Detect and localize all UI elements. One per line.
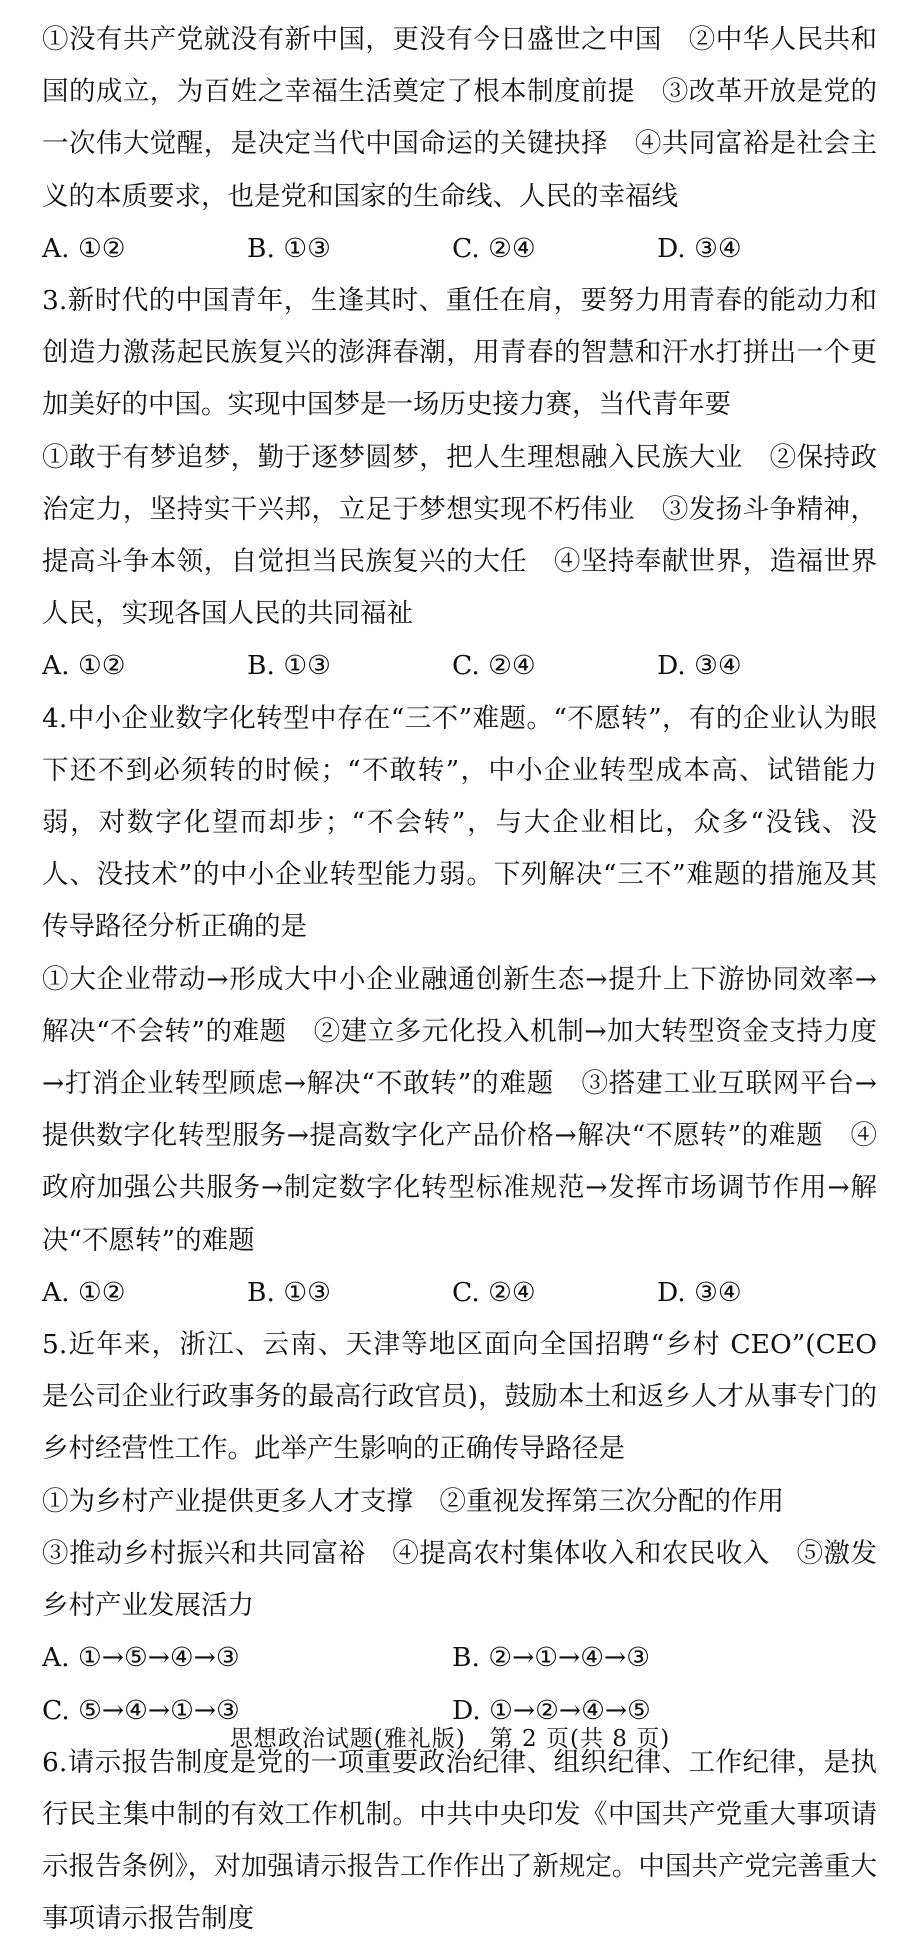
q3-option-c: C. ②④: [452, 650, 536, 682]
q5-stem-text: 近年来，浙江、云南、天津等地区面向全国招聘“乡村 CEO”(CEO 是公司企业行政事务的最高行政官员)，鼓励本土和返乡人才从事专门的乡村经营性工作。此举产生影响的正确传导路径是: [42, 1329, 877, 1465]
q4-statements: ①大企业带动→形成大中小企业融通创新生态→提升上下游协同效率→解决“不会转”的难题 ②建立多元化投入机制→加大转型资金支持力度→打消企业转型顾虑→解决“不敢转”的难题 ③搭建工业互联网平台→提供数字化转型服务→提高数字化产品价格→解决“不愿转”的难题 ④政府加强公共服务→制定数字化转型标准规范→发挥市场调节作用→解决“不愿转”的难题: [42, 963, 877, 1256]
q3-number: 3.: [42, 285, 68, 317]
q4-option-c: C. ②④: [452, 1276, 536, 1308]
q5-option-d: D. ①→②→④→⑤: [452, 1694, 651, 1726]
q5-number: 5.: [42, 1329, 68, 1361]
q2-statements: ①没有共产党就没有新中国，更没有今日盛世之中国 ②中华人民共和国的成立，为百姓之幸福生活奠定了根本制度前提 ③改革开放是党的一次伟大觉醒，是决定当代中国命运的关键抉择 ④共同富裕是社会主义的本质要求，也是党和国家的生命线、人民的幸福线: [42, 24, 877, 212]
q6-stem: [42, 1737, 877, 1946]
q2-option-a: A. ①②: [42, 232, 126, 264]
q3-option-b: B. ①③: [247, 650, 331, 682]
q3-options: [42, 640, 877, 692]
q5-option-c: C. ⑤→④→①→③: [42, 1694, 240, 1726]
q3-option-a: A. ①②: [42, 650, 126, 682]
q3-stem: [42, 275, 877, 432]
q4-number: 4.: [42, 702, 68, 734]
q2-option-d: D. ③④: [657, 232, 742, 264]
q5-option-b: B. ②→①→④→③: [452, 1642, 650, 1674]
q6-number: 6.: [42, 1746, 68, 1778]
q5-statements-rest: ③推动乡村振兴和共同富裕 ④提高农村集体收入和农民收入 ⑤激发乡村产业发展活力: [42, 1537, 877, 1622]
q3-option-d: D. ③④: [657, 650, 742, 682]
q2-options: [42, 223, 877, 275]
q5-option-a: A. ①→⑤→④→③: [42, 1642, 240, 1674]
q4-option-d: D. ③④: [657, 1276, 742, 1308]
page-content: [42, 14, 877, 1946]
q6-stem-text: 请示报告制度是党的一项重要政治纪律、组织纪律、工作纪律，是执行民主集中制的有效工作机制。中共中央印发《中国共产党重大事项请示报告条例》，对加强请示报告工作作出了新规定。中国共产党完善重大事项请示报告制度: [42, 1746, 877, 1935]
q2-option-b: B. ①③: [247, 232, 331, 264]
q5-statements-line1: ①为乡村产业提供更多人才支撑 ②重视发挥第三次分配的作用: [42, 1485, 784, 1517]
q4-stem-text: 中小企业数字化转型中存在“三不”难题。“不愿转”，有的企业认为眼下还不到必须转的时候；“不敢转”，中小企业转型成本高、试错能力弱，对数字化望而却步；“不会转”，与大企业相比，众多“没钱、没人、没技术”的中小企业转型能力弱。下列解决“三不”难题的措施及其传导路径分析正确的是: [42, 702, 877, 943]
q4-option-a: A. ①②: [42, 1276, 126, 1308]
page-footer: 思想政治试题(雅礼版) 第 2 页(共 8 页): [229, 1726, 671, 1752]
q2-option-c: C. ②④: [452, 232, 536, 264]
q5-stem: [42, 1319, 877, 1476]
q3-stem-text: 新时代的中国青年，生逢其时、重任在肩，要努力用青春的能动力和创造力激荡起民族复兴的澎湃春潮，用青春的智慧和汗水打拼出一个更加美好的中国。实现中国梦是一场历史接力赛，当代青年要: [42, 285, 877, 421]
q3-statements: ①敢于有梦追梦，勤于逐梦圆梦，把人生理想融入民族大业 ②保持政治定力，坚持实干兴邦，立足于梦想实现不朽伟业 ③发扬斗争精神，提高斗争本领，自觉担当民族复兴的大任 ④坚持奉献世界，造福世界人民，实现各国人民的共同福祉: [42, 441, 877, 630]
q5-options-row1: [42, 1632, 877, 1684]
q4-stem: [42, 693, 877, 954]
q4-options: [42, 1267, 877, 1319]
q4-option-b: B. ①③: [247, 1276, 331, 1308]
